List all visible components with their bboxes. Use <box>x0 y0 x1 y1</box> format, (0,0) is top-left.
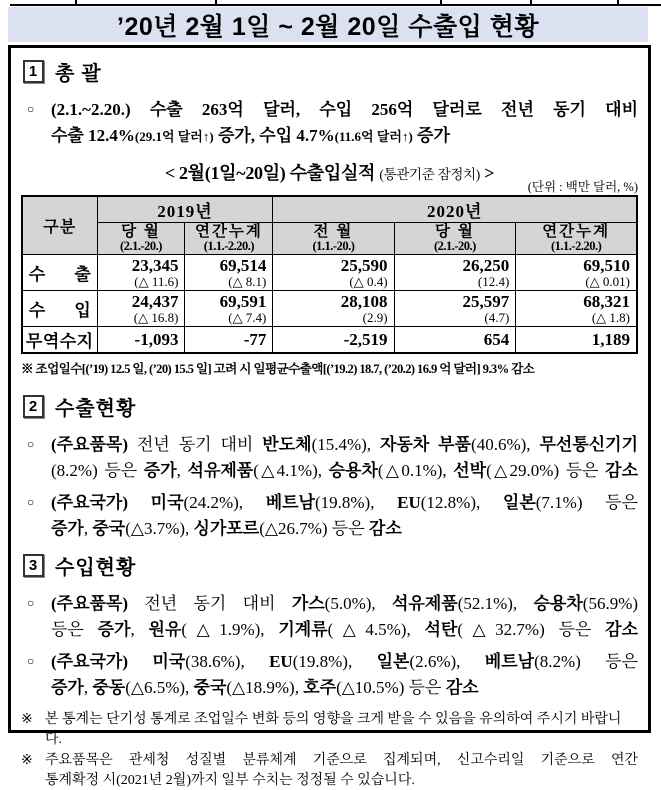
col-header-2020: 2020년 <box>273 196 637 223</box>
exports-2020-cumulative: 69,510 (△ 0.01) <box>516 255 637 291</box>
row-label-exports: 수 출 <box>22 255 97 291</box>
table-caption-note: (통관기준 잠정치) <box>379 167 480 182</box>
table-year-header-row <box>22 196 637 223</box>
imports-countries-text: (주요국가) 미국(38.6%), EU(19.8%), 일본(2.6%), 베트남(8.2%) 등은 증가, 중동(△6.5%), 중국(△18.9%), 호주(△10.5%) 등은 감소 <box>51 652 639 697</box>
col-header-2020-cumulative: 연간누계 (1.1.-2.20.) <box>516 223 637 255</box>
circle-bullet-icon: ○ <box>27 596 35 610</box>
col-header-2020-month: 당 월 (2.1.-20.) <box>394 223 516 255</box>
remnant-grid-line <box>215 0 217 5</box>
balance-2020-month: 654 <box>394 327 516 354</box>
exports-2019-cumulative: 69,514 (△ 8.1) <box>185 255 273 291</box>
table-caption-close: > <box>484 163 495 183</box>
table-row-imports <box>22 291 637 327</box>
circle-bullet-icon: ○ <box>27 495 35 509</box>
col-header-2019: 2019년 <box>97 196 273 223</box>
boxed-number-3-icon: 3 <box>23 554 44 577</box>
col-header-2019-cumulative: 연간누계 (1.1.-2.20.) <box>185 223 273 255</box>
remnant-grid-line <box>617 0 619 5</box>
row-label-balance: 무역수지 <box>22 327 97 354</box>
balance-2019-month: -1,093 <box>97 327 185 354</box>
exports-2019-month: 23,345 (△ 11.6) <box>97 255 185 291</box>
imports-2020-month: 25,597 (4.7) <box>394 291 516 327</box>
circle-bullet-icon: ○ <box>27 102 35 116</box>
table-row-balance <box>22 327 637 354</box>
balance-2020-cumulative: 1,189 <box>516 327 637 354</box>
table-caption-main: < 2월(1일~20일) 수출입실적 <box>164 163 376 183</box>
overview-paragraph-text: (2.1.~2.20.) 수출 263억 달러, 수입 256억 달러로 전년 동기 대비 수출 12.4%(29.1억 달러↑) 증가, 수입 4.7%(11.6억 달러↑) 증가 <box>51 100 638 145</box>
table-subheader-row <box>22 223 637 255</box>
remnant-grid-line <box>530 0 532 5</box>
row-label-imports: 수 입 <box>22 291 97 327</box>
imports-2019-cumulative: 69,591 (△ 7.4) <box>185 291 273 327</box>
exports-countries-paragraph <box>27 490 638 542</box>
document-title-bar <box>8 7 648 42</box>
imports-countries-paragraph <box>27 649 638 701</box>
exports-items-text: (주요품목) 전년 동기 대비 반도체(15.4%), 자동차 부품(40.6%), 무선통신기기 (8.2%) 등은 증가, 석유제품(△4.1%), 승용차(△0.1%), 선박(△29.0%) 등은 감소 <box>51 435 639 480</box>
section-exports-header <box>23 392 638 421</box>
overview-paragraph <box>27 97 638 150</box>
imports-2020-prev-month: 28,108 (2.9) <box>273 291 394 327</box>
reference-mark-icon: ※ <box>21 712 33 727</box>
cropped-table-remnant <box>10 0 661 6</box>
footer-note-1 <box>21 710 638 749</box>
balance-2020-prev-month: -2,519 <box>273 327 394 354</box>
imports-2020-cumulative: 68,321 (△ 1.8) <box>516 291 637 327</box>
footer-note-1-text: 본 통계는 단기성 통계로 조업일수 변화 등의 영향을 크게 받을 수 있음을 유의하여 주시기 바랍니다. <box>45 712 622 747</box>
footer-note-2 <box>21 751 638 790</box>
footer-note-2-text: 주요품목은 관세청 성질별 분류체계 기준으로 집계되며, 신고수리일 기준으로 연간 통계확정 시(2021년 2월)까지 일부 수치는 정정될 수 있습니다. <box>45 753 638 788</box>
content-box <box>8 45 651 788</box>
section-imports-header <box>23 551 638 580</box>
exports-items-paragraph <box>27 432 638 484</box>
section-overview-title: 총 괄 <box>55 63 102 85</box>
unit-note: (단위 : 백만 달러, %) <box>527 180 638 194</box>
section-exports-title: 수출현황 <box>55 398 137 420</box>
col-header-2020-prev-month: 전 월 (1.1.-20.) <box>273 223 394 255</box>
table-footnote: ※ 조업일수[(’19) 12.5 일, (’20) 15.5 일] 고려 시 일평균수출액[(’19.2) 18.7, (’20.2) 16.9 억 달러] 9.3% 감소 <box>21 362 535 376</box>
exports-2020-month: 26,250 (12.4) <box>394 255 516 291</box>
imports-items-text: (주요품목) 전년 동기 대비 가스(5.0%), 석유제품(52.1%), 승용차(56.9%) 등은 증가, 원유(△1.9%), 기계류(△4.5%), 석탄(△32.7%) 등은 감소 <box>51 594 639 639</box>
circle-bullet-icon: ○ <box>27 437 35 451</box>
reference-mark-icon: ※ <box>21 753 33 768</box>
balance-2019-cumulative: -77 <box>185 327 273 354</box>
trade-summary-table <box>21 195 638 354</box>
col-header-category: 구분 <box>22 196 97 255</box>
footer-notes <box>21 710 638 790</box>
remnant-grid-line <box>75 0 77 5</box>
boxed-number-2-icon: 2 <box>23 395 44 418</box>
page-title: ’20년 2월 1일 ~ 2월 20일 수출입 현황 <box>117 12 539 41</box>
boxed-number-1-icon: 1 <box>23 60 44 83</box>
exports-2020-prev-month: 25,590 (△ 0.4) <box>273 255 394 291</box>
section-overview-header <box>23 57 638 86</box>
section-imports-title: 수입현황 <box>55 557 137 579</box>
imports-items-paragraph <box>27 591 638 643</box>
exports-countries-text: (주요국가) 미국(24.2%), 베트남(19.8%), EU(12.8%), 일본(7.1%) 등은 증가, 중국(△3.7%), 싱가포르(△26.7%) 등은 감소 <box>51 493 639 538</box>
table-row-exports <box>22 255 637 291</box>
circle-bullet-icon: ○ <box>27 654 35 668</box>
col-header-2019-month: 당 월 (2.1.-20.) <box>97 223 185 255</box>
imports-2019-month: 24,437 (△ 16.8) <box>97 291 185 327</box>
remnant-grid-line <box>440 0 442 5</box>
